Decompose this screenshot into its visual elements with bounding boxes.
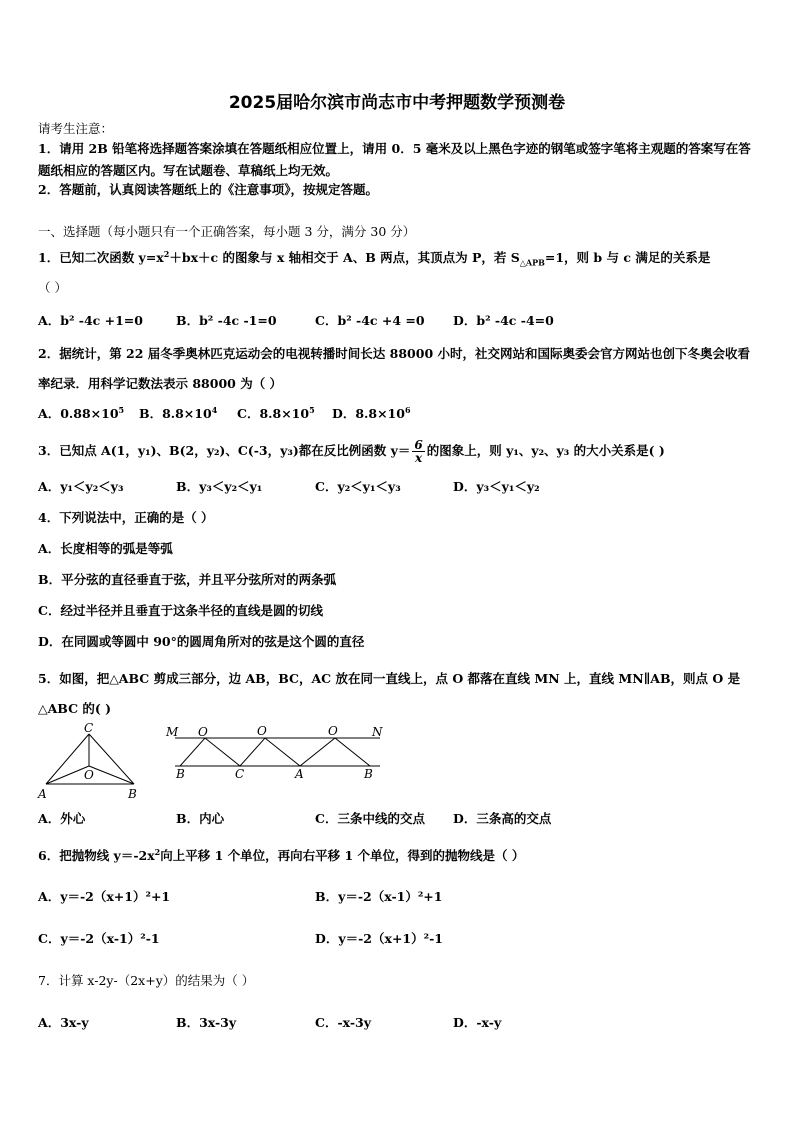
- q2-option-a: A．$0.88\times 10^5$: [38, 404, 125, 421]
- notice-item-2: 2．答题前，认真阅读答题纸上的《注意事项》，按规定答题。: [38, 182, 378, 197]
- notice-heading: 请考生注意：: [38, 121, 114, 136]
- question-1-paren: （ ）: [38, 280, 67, 295]
- q2-option-c: C．$8.8\times 10^5$: [237, 404, 315, 421]
- fraction-6-over-x: $\frac{6}{x}$: [414, 438, 423, 465]
- section-heading: 一、选择题（每小题只有一个正确答案，每小题 3 分，满分 30 分）: [38, 224, 416, 239]
- label-o-2: O: [257, 724, 267, 738]
- label-c: C: [84, 722, 94, 735]
- q6-option-b: B．y＝-2（x-1）²+1: [315, 889, 443, 904]
- question-3-stem: 3．已知点 A(1，y₁)、B(2，y₂)、C(-3，y₃)都在反比例函数 y＝ $\frac{6}{x}$ 的图象上，则 y₁、y₂、y₃ 的大小关系是( ): [38, 438, 665, 465]
- label-n: N: [372, 725, 383, 739]
- q4-option-c: C．经过半径并且垂直于这条半径的直线是圆的切线: [38, 603, 323, 618]
- q3-option-a: A．y₁＜y₂＜y₃: [38, 479, 124, 494]
- q5-option-d: D．三条高的交点: [453, 811, 552, 826]
- question-1-stem: 1．已知二次函数 $y=x^2+bx+c$ 的图象与 x 轴相交于 A、B 两点，其顶点为 P，若 $S_{\triangle APB}=1$，则 b 与 c 满足的关系是: [38, 248, 711, 268]
- q4-option-b: B．平分弦的直径垂直于弦，并且平分弦所对的两条弧: [38, 572, 337, 587]
- zigzag-mn-figure: [160, 720, 390, 782]
- label-o: O: [84, 768, 94, 782]
- q4-option-d: D．在同圆或等圆中 90°的圆周角所对的弦是这个圆的直径: [38, 634, 365, 649]
- q7-option-a: A．3x-y: [38, 1015, 89, 1030]
- label-o-1: O: [198, 725, 208, 739]
- q5-option-b: B．内心: [176, 811, 225, 826]
- q6-option-a: A．y＝-2（x+1）²+1: [38, 889, 171, 904]
- label-o-3: O: [328, 724, 338, 738]
- q1-option-d: D．b² -4c -4=0: [453, 313, 554, 328]
- q3-option-c: C．y₂＜y₁＜y₃: [315, 479, 401, 494]
- side-ac: [46, 734, 89, 784]
- label-a-2: A: [295, 767, 304, 781]
- question-2-stem: 2．据统计，第 22 届冬季奥林匹克运动会的电视转播时间长达 88000 小时，社交网站和国际奥委会官方网站也创下冬奥会收看率纪录．用科学记数法表示 88000 为（ ）: [38, 346, 750, 391]
- segment-ao: [46, 766, 89, 784]
- q7-option-d: D．-x-y: [453, 1015, 502, 1030]
- q2-option-b: B．$8.8\times 10^4$: [139, 404, 218, 421]
- question-5-stem: 5．如图，把△ABC 剪成三部分，边 AB，BC，AC 放在同一直线上，点 O 都落在直线 MN 上，直线 MN∥AB，则点 O 是△ABC 的( ): [38, 671, 741, 716]
- q7-option-c: C．-x-3y: [315, 1015, 372, 1030]
- q5-option-a: A．外心: [38, 811, 86, 826]
- side-bc: [89, 734, 134, 784]
- q6-option-c: C．y＝-2（x-1）²-1: [38, 931, 160, 946]
- q2-option-d: D．$8.8\times 10^6$: [332, 404, 411, 421]
- q1-option-c: C．b² -4c +4 =0: [315, 313, 425, 328]
- label-b-1: B: [176, 767, 185, 781]
- q3-option-d: D．y₃＜y₁＜y₂: [453, 479, 540, 494]
- exam-title: 2025届哈尔滨市尚志市中考押题数学预测卷: [228, 93, 566, 113]
- zigzag-path: [180, 738, 370, 766]
- question-7-stem: 7．计算 x-2y-（2x+y）的结果为（ ）: [38, 973, 255, 988]
- question-6-stem: 6．把抛物线 $y=-2x^2$向上平移 1 个单位，再向右平移 1 个单位，得到的抛物线是（ ）: [38, 846, 525, 863]
- q1-option-b: B．b² -4c -1=0: [176, 313, 277, 328]
- label-b-2: B: [364, 767, 373, 781]
- q4-option-a: A．长度相等的弧是等弧: [38, 541, 173, 556]
- label-a: A: [38, 787, 47, 801]
- label-m: M: [166, 725, 179, 739]
- label-b: B: [128, 787, 137, 801]
- segment-bo: [89, 766, 134, 784]
- label-c-2: C: [235, 767, 245, 781]
- q6-option-d: D．y＝-2（x+1）²-1: [315, 931, 443, 946]
- q3-option-b: B．y₃＜y₂＜y₁: [176, 479, 263, 494]
- q5-option-c: C．三条中线的交点: [315, 811, 425, 826]
- q7-option-b: B．3x-3y: [176, 1015, 237, 1030]
- triangle-abc-figure: [34, 722, 144, 802]
- question-4-stem: 4．下列说法中，正确的是（ ）: [38, 510, 214, 525]
- q1-option-a: A．b² -4c +1=0: [38, 313, 143, 328]
- notice-item-1: 1．请用 2B 铅笔将选择题答案涂填在答题纸相应位置上，请用 0．5 毫米及以上黑色字迹的钢笔或签字笔将主观题的答案写在答题纸相应的答题区内。写在试题卷、草稿纸上均无效。: [38, 141, 751, 178]
